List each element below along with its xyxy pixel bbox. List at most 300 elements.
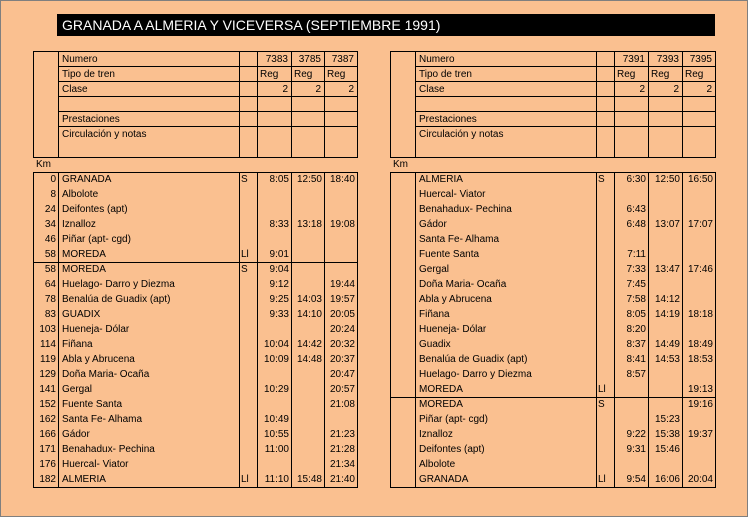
stop-flag xyxy=(241,367,256,382)
km-value: 83 xyxy=(44,309,56,320)
km-value xyxy=(391,442,413,457)
km-value: 103 xyxy=(39,324,56,335)
departure-time xyxy=(615,412,646,427)
km-value xyxy=(391,172,413,187)
stop-flag xyxy=(241,202,256,217)
departure-time xyxy=(325,262,355,277)
departure-time xyxy=(683,187,713,202)
departure-time xyxy=(292,247,322,262)
departure-time: 19:08 xyxy=(329,219,355,230)
departure-time xyxy=(683,457,713,472)
stop-flag xyxy=(241,442,256,457)
left-train-number: 3785 xyxy=(298,54,321,65)
km-value: 58 xyxy=(44,264,56,275)
right-train-number: 7393 xyxy=(656,54,679,65)
left-header-col-line xyxy=(58,51,59,158)
departure-time xyxy=(325,412,355,427)
departure-time xyxy=(615,232,646,247)
departure-time xyxy=(258,397,289,412)
station-name: Santa Fe- Alhama xyxy=(419,234,500,245)
station-name: Huercal- Viator xyxy=(62,459,129,470)
right-header-label: Clase xyxy=(419,84,445,95)
station-name: Gergal xyxy=(62,384,93,395)
departure-time: 9:12 xyxy=(269,279,289,290)
right-train-class: 2 xyxy=(673,84,679,95)
departure-time: 9:01 xyxy=(269,249,289,260)
departure-time: 13:07 xyxy=(654,219,680,230)
right-header-label: Tipo de tren xyxy=(419,69,472,80)
right-train-type: Reg xyxy=(617,69,636,80)
right-header-label: Numero xyxy=(419,54,455,65)
departure-time: 18:53 xyxy=(687,354,713,365)
departure-time xyxy=(649,367,680,382)
departure-time: 6:30 xyxy=(626,174,646,185)
km-value xyxy=(391,232,413,247)
departure-time: 14:42 xyxy=(296,339,322,350)
right-header-col-line xyxy=(596,51,597,158)
departure-time: 14:10 xyxy=(296,309,322,320)
departure-time: 20:57 xyxy=(329,384,355,395)
departure-time xyxy=(649,457,680,472)
left-train-type: Reg xyxy=(260,69,279,80)
stop-flag xyxy=(241,187,256,202)
station-name: Gádor xyxy=(419,219,447,230)
departure-time: 13:47 xyxy=(654,264,680,275)
departure-time: 14:19 xyxy=(654,309,680,320)
station-name: Guadix xyxy=(419,339,451,350)
departure-time xyxy=(683,367,713,382)
left-header-label: Tipo de tren xyxy=(62,69,115,80)
departure-time: 9:22 xyxy=(626,429,646,440)
departure-time: 10:09 xyxy=(263,354,289,365)
departure-time xyxy=(258,232,289,247)
right-body-col-line xyxy=(596,172,597,488)
departure-time: 19:13 xyxy=(687,384,713,395)
stop-flag: Ll xyxy=(241,249,249,260)
left-header-col-line xyxy=(33,51,34,158)
stop-flag: Ll xyxy=(598,384,606,395)
departure-time xyxy=(258,322,289,337)
stop-flag xyxy=(241,382,256,397)
right-header-col-line xyxy=(415,51,416,158)
stop-flag: S xyxy=(598,399,605,410)
departure-time: 9:31 xyxy=(626,444,646,455)
departure-time xyxy=(649,187,680,202)
left-header-col-line xyxy=(239,51,240,158)
left-header-border-bottom xyxy=(33,157,358,158)
departure-time: 14:49 xyxy=(654,339,680,350)
km-value xyxy=(391,352,413,367)
departure-time xyxy=(615,187,646,202)
station-name: Abla y Abrucena xyxy=(419,294,492,305)
km-value: 46 xyxy=(44,234,56,245)
departure-time xyxy=(292,187,322,202)
departure-time: 18:18 xyxy=(687,309,713,320)
km-value xyxy=(391,277,413,292)
departure-time xyxy=(325,202,355,217)
departure-time: 14:48 xyxy=(296,354,322,365)
station-name: Fiñana xyxy=(62,339,93,350)
stop-flag xyxy=(241,352,256,367)
km-value: 152 xyxy=(39,399,56,410)
km-value xyxy=(391,412,413,427)
departure-time: 21:23 xyxy=(329,429,355,440)
left-body-col-line xyxy=(357,172,358,488)
departure-time: 8:20 xyxy=(626,324,646,335)
km-value: 171 xyxy=(39,444,56,455)
departure-time: 19:44 xyxy=(329,279,355,290)
station-name: Iznalloz xyxy=(419,429,453,440)
stop-flag xyxy=(241,307,256,322)
departure-time: 15:23 xyxy=(654,414,680,425)
departure-time: 10:49 xyxy=(263,414,289,425)
departure-time xyxy=(325,232,355,247)
left-train-class: 2 xyxy=(348,84,354,95)
km-value: 114 xyxy=(40,339,56,350)
departure-time: 20:05 xyxy=(329,309,355,320)
departure-time xyxy=(292,202,322,217)
stop-flag xyxy=(241,322,256,337)
station-name: Benalúa de Guadix (apt) xyxy=(419,354,528,365)
departure-time: 20:37 xyxy=(329,354,355,365)
left-header-label xyxy=(62,97,237,112)
left-train-type: Reg xyxy=(294,69,313,80)
departure-time xyxy=(683,442,713,457)
km-value xyxy=(391,472,413,487)
km-value: 78 xyxy=(44,294,56,305)
stop-flag xyxy=(598,442,613,457)
departure-time xyxy=(649,397,680,412)
departure-time xyxy=(292,457,322,472)
right-body-col-line xyxy=(415,172,416,488)
departure-time xyxy=(292,442,322,457)
departure-time: 20:32 xyxy=(329,339,355,350)
departure-time xyxy=(292,277,322,292)
stop-flag xyxy=(598,427,613,442)
km-value: 182 xyxy=(39,474,56,485)
departure-time: 20:04 xyxy=(687,474,713,485)
departure-time xyxy=(683,292,713,307)
departure-time xyxy=(649,382,680,397)
km-value xyxy=(391,262,413,277)
km-value xyxy=(391,292,413,307)
right-km-label: Km xyxy=(393,159,408,170)
station-name: GRANADA xyxy=(62,174,112,185)
departure-time: 10:04 xyxy=(263,339,289,350)
left-body-col-line xyxy=(239,172,240,488)
departure-time: 18:40 xyxy=(329,174,355,185)
departure-time: 16:50 xyxy=(687,174,713,185)
km-value: 58 xyxy=(44,249,56,260)
left-header-label: Circulación y notas xyxy=(62,129,147,140)
departure-time: 7:33 xyxy=(626,264,646,275)
departure-time: 18:49 xyxy=(687,339,713,350)
left-header-col-line xyxy=(357,51,358,158)
station-name: Benahadux- Pechina xyxy=(62,444,155,455)
departure-time: 16:06 xyxy=(654,474,680,485)
stop-flag xyxy=(598,307,613,322)
departure-time: 17:07 xyxy=(687,219,713,230)
stop-flag xyxy=(598,457,613,472)
stop-flag xyxy=(241,337,256,352)
station-name: MOREDA xyxy=(62,249,106,260)
station-name: Deifontes (apt) xyxy=(419,444,485,455)
station-name: Gergal xyxy=(419,264,450,275)
km-value xyxy=(391,457,413,472)
station-name: Doña Maria- Ocaña xyxy=(62,369,150,380)
right-header-border-bottom xyxy=(390,157,716,158)
departure-time xyxy=(258,457,289,472)
departure-time xyxy=(649,247,680,262)
right-body-border-bottom xyxy=(390,487,716,488)
departure-time: 14:12 xyxy=(654,294,680,305)
departure-time: 21:08 xyxy=(329,399,355,410)
station-name: Benahadux- Pechina xyxy=(419,204,512,215)
left-train-number: 7387 xyxy=(331,54,354,65)
stop-flag xyxy=(241,397,256,412)
km-value xyxy=(391,337,413,352)
departure-time: 10:55 xyxy=(263,429,289,440)
km-value xyxy=(391,202,413,217)
station-name: Fuente Santa xyxy=(419,249,480,260)
station-name: Deifontes (apt) xyxy=(62,204,128,215)
departure-time: 6:43 xyxy=(626,204,646,215)
left-train-class: 2 xyxy=(315,84,321,95)
departure-time xyxy=(683,322,713,337)
left-km-label: Km xyxy=(36,159,51,170)
left-train-type: Reg xyxy=(327,69,346,80)
departure-time xyxy=(292,367,322,382)
departure-time xyxy=(615,457,646,472)
station-name: Fiñana xyxy=(419,309,450,320)
departure-time: 8:05 xyxy=(626,309,646,320)
departure-time: 12:50 xyxy=(296,174,322,185)
departure-time: 8:33 xyxy=(269,219,289,230)
right-header-label: Circulación y notas xyxy=(419,129,504,140)
station-name: Piñar (apt- cgd) xyxy=(419,414,488,425)
departure-time xyxy=(649,322,680,337)
km-value: 24 xyxy=(44,204,56,215)
departure-time xyxy=(292,382,322,397)
stop-flag xyxy=(598,187,613,202)
km-value xyxy=(391,187,413,202)
stop-flag: S xyxy=(241,174,248,185)
stop-flag: S xyxy=(598,174,605,185)
stop-flag xyxy=(241,457,256,472)
km-value: 119 xyxy=(40,354,56,365)
departure-time: 15:46 xyxy=(654,444,680,455)
stop-flag xyxy=(598,247,613,262)
km-value xyxy=(391,247,413,262)
station-name: Albolote xyxy=(419,459,456,470)
departure-time xyxy=(325,187,355,202)
departure-time: 19:57 xyxy=(329,294,355,305)
page-title: GRANADA A ALMERIA Y VICEVERSA (SEPTIEMBRE 1991) xyxy=(57,14,715,36)
left-header-label: Clase xyxy=(62,84,88,95)
right-header-label: Prestaciones xyxy=(419,114,477,125)
departure-time xyxy=(615,382,646,397)
stop-flag xyxy=(598,277,613,292)
km-value xyxy=(391,367,413,382)
station-name: ALMERIA xyxy=(419,174,463,185)
station-name: Benalúa de Guadix (apt) xyxy=(62,294,171,305)
right-train-number: 7391 xyxy=(622,54,645,65)
station-name: GRANADA xyxy=(419,474,469,485)
stop-flag xyxy=(598,367,613,382)
departure-time: 7:45 xyxy=(626,279,646,290)
stop-flag xyxy=(241,277,256,292)
stop-flag: Ll xyxy=(241,474,249,485)
station-name: Piñar (apt- cgd) xyxy=(62,234,131,245)
departure-time xyxy=(683,412,713,427)
departure-time: 7:58 xyxy=(626,294,646,305)
departure-time: 21:34 xyxy=(329,459,355,470)
right-header-col-line xyxy=(614,51,615,158)
departure-time: 20:24 xyxy=(329,324,355,335)
departure-time: 10:29 xyxy=(263,384,289,395)
km-value xyxy=(391,217,413,232)
departure-time: 8:57 xyxy=(626,369,646,380)
km-value: 162 xyxy=(39,414,56,425)
stop-flag xyxy=(598,412,613,427)
station-name: MOREDA xyxy=(419,399,463,410)
km-value: 64 xyxy=(44,279,56,290)
departure-time: 19:37 xyxy=(687,429,713,440)
departure-time xyxy=(292,322,322,337)
km-value: 176 xyxy=(39,459,56,470)
km-value: 141 xyxy=(39,384,56,395)
left-header-col-line xyxy=(324,51,325,158)
stop-flag xyxy=(241,232,256,247)
km-value xyxy=(391,397,413,412)
km-value: 34 xyxy=(44,219,56,230)
station-name: ALMERIA xyxy=(62,474,106,485)
departure-time: 8:05 xyxy=(269,174,289,185)
stop-flag xyxy=(598,292,613,307)
departure-time xyxy=(649,202,680,217)
departure-time xyxy=(292,262,322,277)
departure-time xyxy=(615,397,646,412)
departure-time: 6:48 xyxy=(626,219,646,230)
departure-time: 9:54 xyxy=(626,474,646,485)
right-train-type: Reg xyxy=(685,69,704,80)
departure-time: 13:18 xyxy=(296,219,322,230)
station-name: Huelago- Darro y Diezma xyxy=(62,279,175,290)
km-value: 129 xyxy=(39,369,56,380)
right-train-number: 7395 xyxy=(689,54,712,65)
right-train-type: Reg xyxy=(651,69,670,80)
right-header-col-line xyxy=(682,51,683,158)
left-header-col-line xyxy=(291,51,292,158)
left-body-border-bottom xyxy=(33,487,358,488)
departure-time: 7:11 xyxy=(627,249,646,260)
left-header-label: Numero xyxy=(62,54,98,65)
station-name: Huelago- Darro y Diezma xyxy=(419,369,532,380)
departure-time xyxy=(258,202,289,217)
stop-flag xyxy=(598,337,613,352)
left-train-number: 7383 xyxy=(265,54,288,65)
departure-time: 8:37 xyxy=(626,339,646,350)
departure-time: 21:40 xyxy=(329,474,355,485)
left-body-col-line xyxy=(58,172,59,488)
departure-time xyxy=(258,367,289,382)
departure-time xyxy=(683,232,713,247)
stop-flag: Ll xyxy=(598,474,606,485)
km-value: 166 xyxy=(39,429,56,440)
stop-flag xyxy=(598,232,613,247)
stop-flag xyxy=(241,217,256,232)
right-train-class: 2 xyxy=(639,84,645,95)
departure-time: 15:38 xyxy=(654,429,680,440)
station-name: Albolote xyxy=(62,189,99,200)
departure-time: 21:28 xyxy=(329,444,355,455)
departure-time: 17:46 xyxy=(687,264,713,275)
station-name: Doña Maria- Ocaña xyxy=(419,279,507,290)
departure-time: 11:00 xyxy=(264,444,289,455)
station-name: Hueneja- Dólar xyxy=(62,324,130,335)
departure-time: 20:47 xyxy=(329,369,355,380)
departure-time: 19:16 xyxy=(687,399,713,410)
departure-time: 9:25 xyxy=(269,294,289,305)
station-name: GUADIX xyxy=(62,309,101,320)
departure-time xyxy=(683,247,713,262)
left-header-col-line xyxy=(257,51,258,158)
km-value: 0 xyxy=(50,174,56,185)
departure-time: 9:33 xyxy=(269,309,289,320)
station-name: Huercal- Viator xyxy=(419,189,486,200)
left-header-label: Prestaciones xyxy=(62,114,120,125)
stop-flag xyxy=(598,322,613,337)
left-train-class: 2 xyxy=(282,84,288,95)
departure-time: 9:04 xyxy=(269,264,289,275)
stop-flag xyxy=(598,202,613,217)
departure-time xyxy=(683,277,713,292)
right-header-col-line xyxy=(715,51,716,158)
station-name: MOREDA xyxy=(419,384,463,395)
km-value xyxy=(391,322,413,337)
km-value xyxy=(391,382,413,397)
station-name: Santa Fe- Alhama xyxy=(62,414,143,425)
station-name: Iznalloz xyxy=(62,219,96,230)
stop-flag xyxy=(241,412,256,427)
stop-flag xyxy=(241,427,256,442)
departure-time: 8:41 xyxy=(626,354,646,365)
km-value xyxy=(391,427,413,442)
stop-flag xyxy=(598,262,613,277)
stop-flag xyxy=(241,292,256,307)
stop-flag xyxy=(598,217,613,232)
departure-time xyxy=(292,412,322,427)
right-train-class: 2 xyxy=(706,84,712,95)
departure-time xyxy=(325,247,355,262)
station-name: Hueneja- Dólar xyxy=(419,324,487,335)
departure-time xyxy=(649,232,680,247)
right-header-col-line xyxy=(390,51,391,158)
departure-time xyxy=(649,277,680,292)
departure-time: 15:48 xyxy=(296,474,322,485)
departure-time xyxy=(258,187,289,202)
departure-time xyxy=(292,232,322,247)
km-value: 8 xyxy=(50,189,56,200)
departure-time: 12:50 xyxy=(654,174,680,185)
station-name: Gádor xyxy=(62,429,90,440)
right-header-col-line xyxy=(648,51,649,158)
departure-time xyxy=(683,202,713,217)
stop-flag: S xyxy=(241,264,248,275)
right-header-label xyxy=(419,97,594,112)
departure-time: 14:53 xyxy=(654,354,680,365)
departure-time xyxy=(292,427,322,442)
